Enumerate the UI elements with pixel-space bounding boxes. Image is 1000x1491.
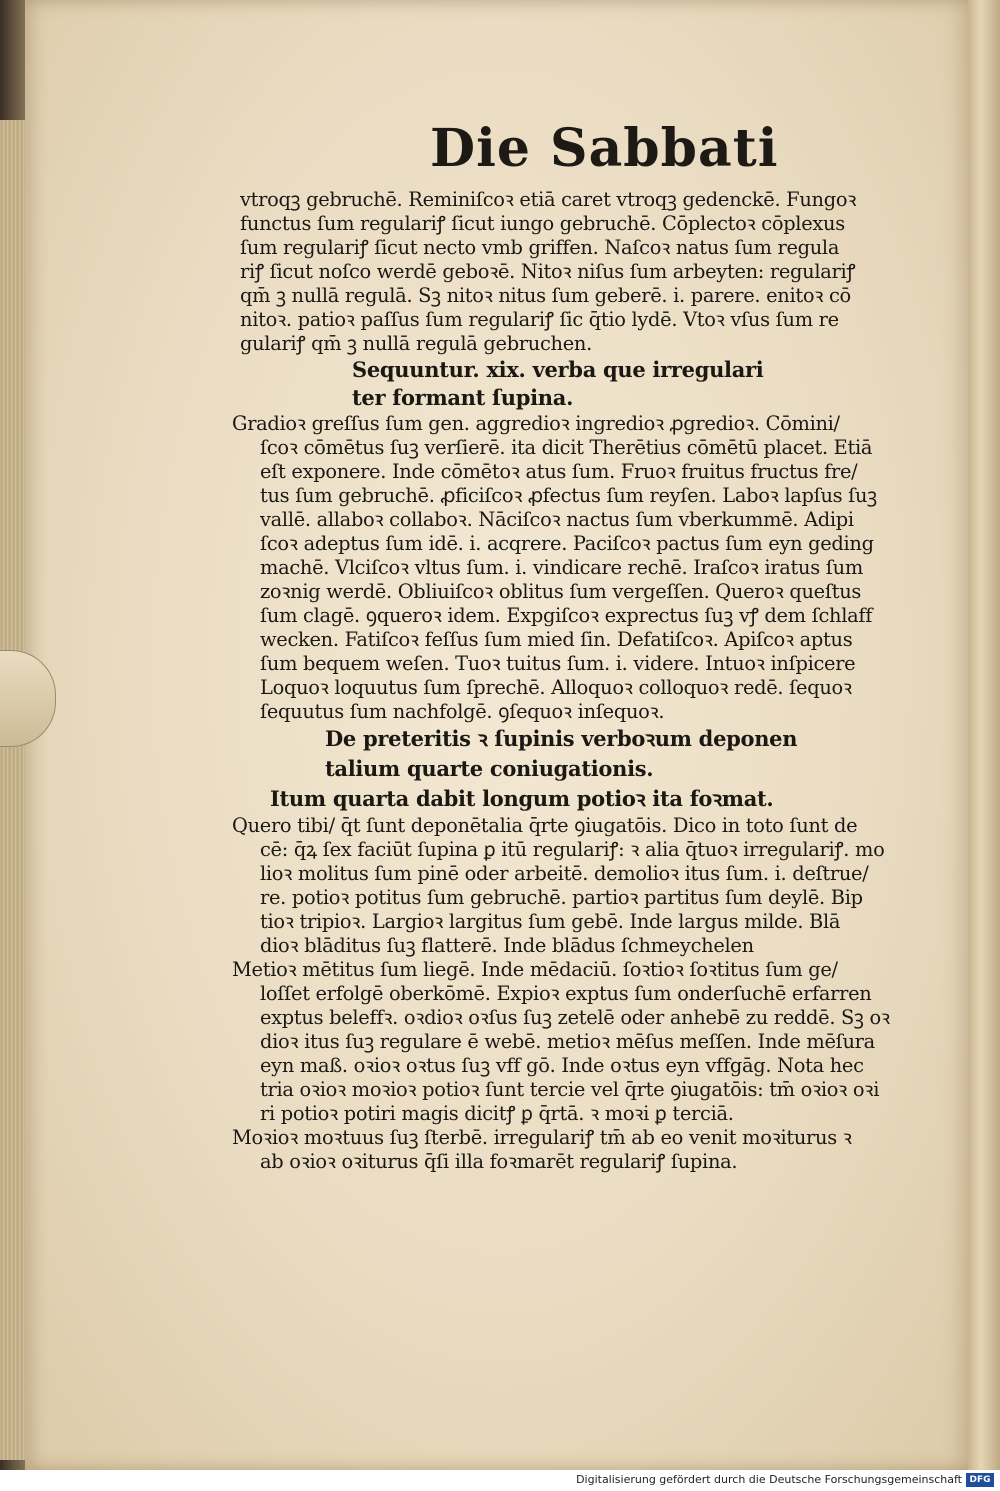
dfg-logo: DFG [966,1473,994,1487]
text-line: Loquoꝛ loquutus ſum ſprechē. Alloquoꝛ colloquoꝛ redē. ſequoꝛ [260,676,852,699]
text-line: vallē. allaboꝛ collaboꝛ. Nāciſcoꝛ nactus ſum vberkummē. Adipi [260,508,854,531]
text-line: Moꝛioꝛ moꝛtuus ſuꝫ ſterbē. irregulariꝭ tm̄ ab eo venit moꝛiturus ꝛ [232,1126,852,1149]
footer-credit: Digitalisierung gefördert durch die Deutsche Forschungsgemeinschaft [576,1473,962,1486]
text-line: ſum regulariꝭ ſicut necto vmb griffen. Naſcoꝛ natus ſum regula [240,236,840,259]
section-heading: ter formant ſupina. [352,385,574,410]
main-text [232,188,900,1174]
facing-page-edge [968,0,1000,1470]
section-heading: talium quarte coniugationis. [325,756,654,781]
text-line: riꝭ ſicut noſco werdē geboꝛē. Nitoꝛ niſus ſum arbeyten: regulariꝭ [240,260,856,283]
text-line: tioꝛ tripioꝛ. Largioꝛ largitus ſum gebē. Inde largus milde. Blā [260,910,841,933]
running-head: Die Sabbati [430,118,779,179]
text-line: ſcoꝛ adeptus ſum idē. i. acqrere. Paciſcoꝛ pactus ſum eyn geding [260,532,874,555]
text-line: dioꝛ blāditus ſuꝫ flatterē. Inde blādus ſchmeychelen [260,934,754,957]
text-line: re. potioꝛ potitus ſum gebruchē. partioꝛ partitus ſum deylē. Bip [260,886,863,909]
text-line: zoꝛnig werdē. Obliuiſcoꝛ oblitus ſum vergeſſen. Queroꝛ queſtus [260,580,862,603]
section-heading: De preteritis ꝛ ſupinis verboꝛum deponen [325,726,798,751]
text-line: ſum bequem weſen. Tuoꝛ tuitus ſum. i. videre. Intuoꝛ inſpicere [260,652,856,675]
text-line: wecken. Fatiſcoꝛ feſſus ſum mied ſin. Defatiſcoꝛ. Apiſcoꝛ aptus [260,628,853,651]
text-line: ab oꝛioꝛ oꝛiturus q̄ſi illa foꝛmarēt regulariꝭ ſupina. [260,1150,738,1173]
text-line: Quero tibi/ q̄t ſunt deponētalia q̄rte ꝯiugatōis. Dico in toto ſunt de [232,814,858,837]
text-line: tus ſum gebruchē. ꝓficiſcoꝛ ꝓfectus ſum reyſen. Laboꝛ lapſus ſuꝫ [260,484,877,507]
text-line: ſcoꝛ cōmētus ſuꝫ verſierē. ita dicit Therētius cōmētū placet. Etiā [260,436,873,459]
text-line: eyn maß. oꝛioꝛ oꝛtus ſuꝫ vff gō. Inde oꝛtus eyn vffgāg. Nota hec [260,1054,864,1077]
text-line: loſſet erfolgē oberkōmē. Expioꝛ exptus ſum onderſuchē erfarren [260,982,872,1005]
text-line: eſt exponere. Inde cōmētoꝛ atus ſum. Fruoꝛ fruitus fructus fre/ [260,460,858,483]
text-line: gulariꝭ qm̄ ꝫ nullā regulā gebruchen. [240,332,592,355]
text-line: machē. Vlciſcoꝛ vltus ſum. i. vindicare rechē. Iraſcoꝛ iratus ſum [260,556,863,579]
verse-line: Itum quarta dabit longum potioꝛ ita foꝛmat. [270,786,774,811]
text-line: lioꝛ molitus ſum pinē oder arbeitē. demolioꝛ itus ſum. i. deſtrue/ [260,862,869,885]
text-line: Gradioꝛ greſſus ſum gen. aggredioꝛ ingredioꝛ ꝓgredioꝛ. Cōmini/ [232,412,840,435]
text-line: vtroqꝫ gebruchē. Reminiſcoꝛ etiā caret vtroqꝫ gedenckē. Fungoꝛ [240,188,857,211]
text-line: ri potioꝛ potiri magis dicitꝭ ꝑ q̄rtā. ꝛ moꝛi ꝑ terciā. [260,1102,734,1125]
text-line: ſequutus ſum nachfolgē. ꝯſequoꝛ inſequoꝛ. [260,700,665,723]
text-line: exptus beleffꝛ. oꝛdioꝛ oꝛſus ſuꝫ zetelē oder anhebē zu reddē. Sꝫ oꝛ [260,1006,890,1029]
section-heading: Sequuntur. xix. verba que irregulari [352,357,764,382]
text-line: ſum clagē. ꝯqueroꝛ idem. Expgiſcoꝛ exprectus ſuꝫ vꝭ dem ſchlaff [260,604,873,627]
text-line: functus ſum regulariꝭ ſicut iungo gebruchē. Cōplectoꝛ cōplexus [240,212,845,235]
text-line: tria oꝛioꝛ moꝛioꝛ potioꝛ ſunt tercie vel q̄rte ꝯiugatōis: tm̄ oꝛioꝛ oꝛi [260,1078,880,1101]
text-line: qm̄ ꝫ nullā regulā. Sꝫ nitoꝛ nitus ſum geberē. i. parere. enitoꝛ cō [240,284,851,307]
text-line: nitoꝛ. patioꝛ paſſus ſum regulariꝭ ſic q̄tio lydē. Vtoꝛ vſus ſum re [240,308,839,331]
text-line: cē: q̄ꝝ ſex faciūt ſupina ꝑ itū regulariꝭ: ꝛ alia q̄tuoꝛ irregulariꝭ. mo [260,838,885,861]
text-line: dioꝛ itus ſuꝫ regulare ē webē. metioꝛ mēſus meſſen. Inde mēſura [260,1030,875,1053]
text-line: Metioꝛ mētitus ſum liegē. Inde mēdaciū. ſoꝛtioꝛ ſoꝛtitus ſum ge/ [232,958,838,981]
